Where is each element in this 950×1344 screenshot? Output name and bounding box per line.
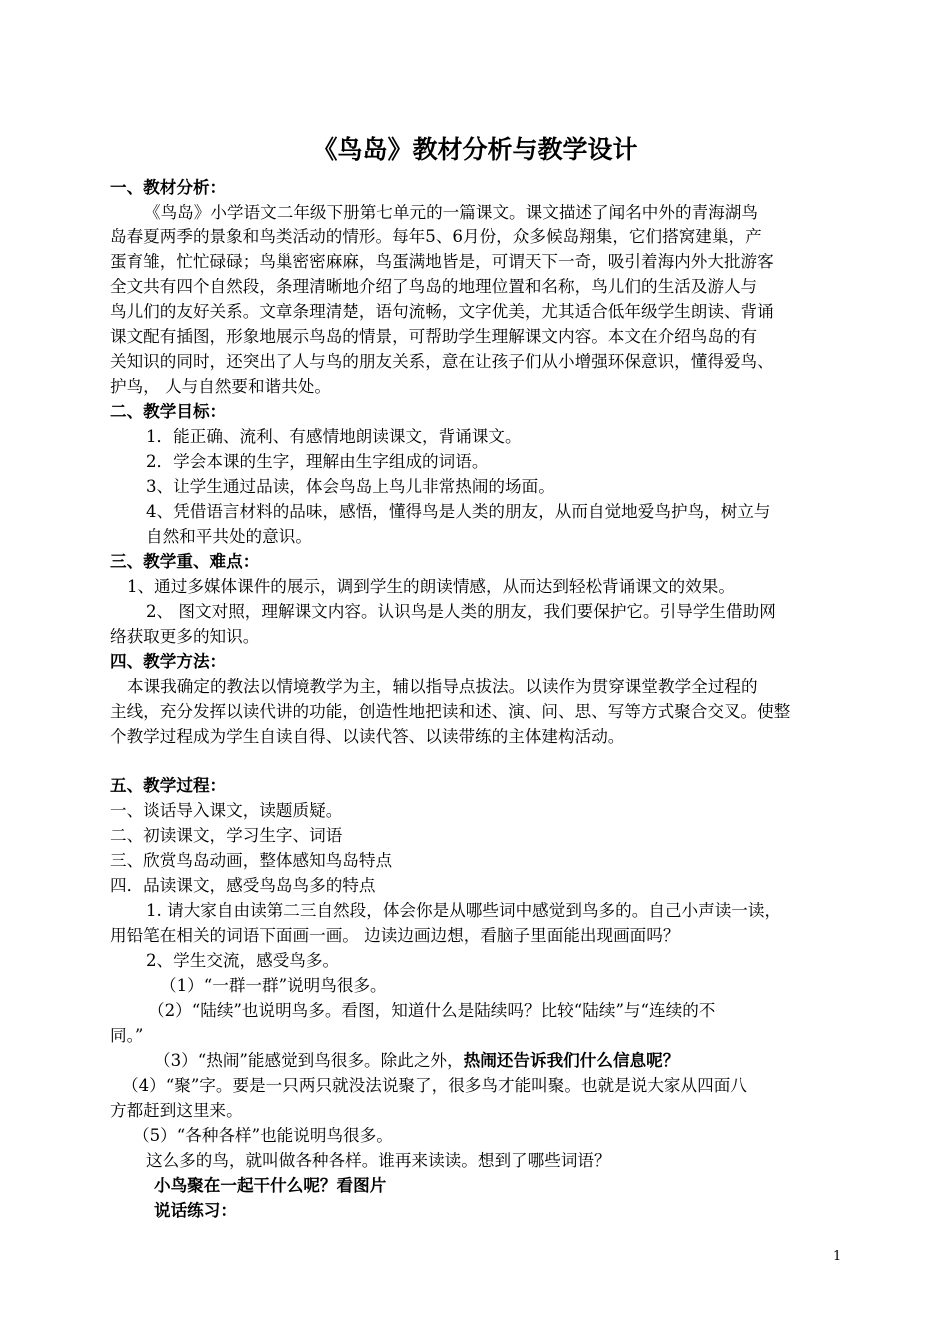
process-step: 四．品读课文，感受鸟岛鸟多的特点 — [110, 876, 376, 895]
paragraph-line: 本课我确定的教法以情境教学为主，辅以指导点拔法。以读作为贯穿课堂教学全过程的 — [127, 677, 758, 696]
paragraph-line: 主线，充分发挥以读代讲的功能，创造性地把读和述、演、问、思、写等方式聚合交叉。使整 — [110, 702, 791, 721]
bold-prompt: 小鸟聚在一起干什么呢？看图片 — [154, 1176, 387, 1195]
section-heading-teaching-process: 五、教学过程： — [110, 776, 227, 795]
process-step: 三、欣赏鸟岛动画，整体感知鸟岛特点 — [110, 851, 393, 870]
discussion-item: （5）“各种各样”也能说明鸟很多。 — [133, 1126, 393, 1145]
paragraph-line: 用铅笔在相关的词语下面画一画。 边读边画边想，看脑子里面能出现画面吗？ — [110, 926, 680, 945]
goal-item: 3、让学生通过品读，体会鸟岛上鸟儿非常热闹的场面。 — [146, 477, 555, 496]
paragraph-line: 蛋育雏，忙忙碌碌；鸟巢密密麻麻，鸟蛋满地皆是，可谓天下一奇，吸引着海内外大批游客 — [110, 252, 774, 271]
bold-question: 热闹还告诉我们什么信息呢？ — [463, 1051, 680, 1070]
paragraph-line: 这么多的鸟，就叫做各种各样。谁再来读读。想到了哪些词语？ — [146, 1151, 611, 1170]
bold-prompt: 说话练习： — [154, 1201, 237, 1220]
discussion-item: （4）“聚”字。要是一只两只就没法说聚了，很多鸟才能叫聚。也就是说大家从四面八 — [122, 1076, 747, 1095]
key-point-item: 2、 图文对照，理解课文内容。认识鸟是人类的朋友，我们要保护它。引导学生借助网 — [146, 602, 776, 621]
paragraph-line: 1. 请大家自由读第二三自然段，体会你是从哪些词中感觉到鸟多的。自己小声读一读， — [146, 901, 782, 920]
discussion-item-continued: 方都赶到这里来。 — [110, 1101, 243, 1120]
paragraph-line: 岛春夏两季的景象和鸟类活动的情形。每年5、6月份，众多候岛翔集，它们搭窝建巢，产 — [110, 227, 762, 246]
discussion-item-text: （3）“热闹”能感觉到鸟很多。除此之外， — [154, 1051, 464, 1070]
key-point-item: 1、通过多媒体课件的展示，调到学生的朗读情感，从而达到轻松背诵课文的效果。 — [127, 577, 735, 596]
paragraph-line: 个教学过程成为学生自读自得、以读代答、以读带练的主体建构活动。 — [110, 727, 625, 746]
section-heading-teaching-method: 四、教学方法： — [110, 652, 227, 671]
section-heading-key-points: 三、教学重、难点： — [110, 552, 260, 571]
goal-item: 1．能正确、流利、有感情地朗读课文，背诵课文。 — [146, 427, 522, 446]
process-step: 二、初读课文，学习生字、词语 — [110, 826, 343, 845]
paragraph-line: 护鸟， 人与自然要和谐共处。 — [110, 377, 331, 396]
discussion-item — [154, 1049, 856, 1073]
section-heading-teaching-goals: 二、教学目标： — [110, 402, 227, 421]
paragraph-line: 2、学生交流，感受鸟多。 — [146, 951, 340, 970]
goal-item: 2．学会本课的生字，理解由生字组成的词语。 — [146, 452, 489, 471]
section-heading-material-analysis: 一、教材分析： — [110, 178, 227, 197]
process-step: 一、谈话导入课文，读题质疑。 — [110, 801, 343, 820]
discussion-item: （1）“一群一群”说明鸟很多。 — [160, 976, 387, 995]
paragraph-line: 鸟儿们的友好关系。文章条理清楚，语句流畅，文字优美，尤其适合低年级学生朗读、背诵 — [110, 302, 774, 321]
paragraph-line: 关知识的同时，还突出了人与鸟的朋友关系，意在让孩子们从小增强环保意识，懂得爱鸟、 — [110, 352, 774, 371]
discussion-item: （2）“陆续”也说明鸟多。看图，知道什么是陆续吗？比较“陆续”与“连续的不 — [148, 1001, 716, 1020]
paragraph-line: 全文共有四个自然段，条理清晰地介绍了鸟岛的地理位置和名称，鸟儿们的生活及游人与 — [110, 277, 758, 296]
discussion-item-continued: 同。” — [110, 1026, 144, 1045]
key-point-item-continued: 络获取更多的知识。 — [110, 627, 260, 646]
paragraph-line: 《鸟岛》小学语文二年级下册第七单元的一篇课文。课文描述了闻名中外的青海湖鸟 — [144, 203, 758, 222]
goal-item-continued: 自然和平共处的意识。 — [146, 527, 312, 546]
goal-item: 4、凭借语言材料的品味，感悟，懂得鸟是人类的朋友，从而自觉地爱鸟护鸟，树立与 — [146, 502, 771, 521]
page-number: 1 — [833, 1249, 842, 1264]
paragraph-line: 课文配有插图，形象地展示鸟岛的情景，可帮助学生理解课文内容。本文在介绍鸟岛的有 — [110, 327, 758, 346]
document-title: 《鸟岛》教材分析与教学设计 — [312, 135, 638, 164]
